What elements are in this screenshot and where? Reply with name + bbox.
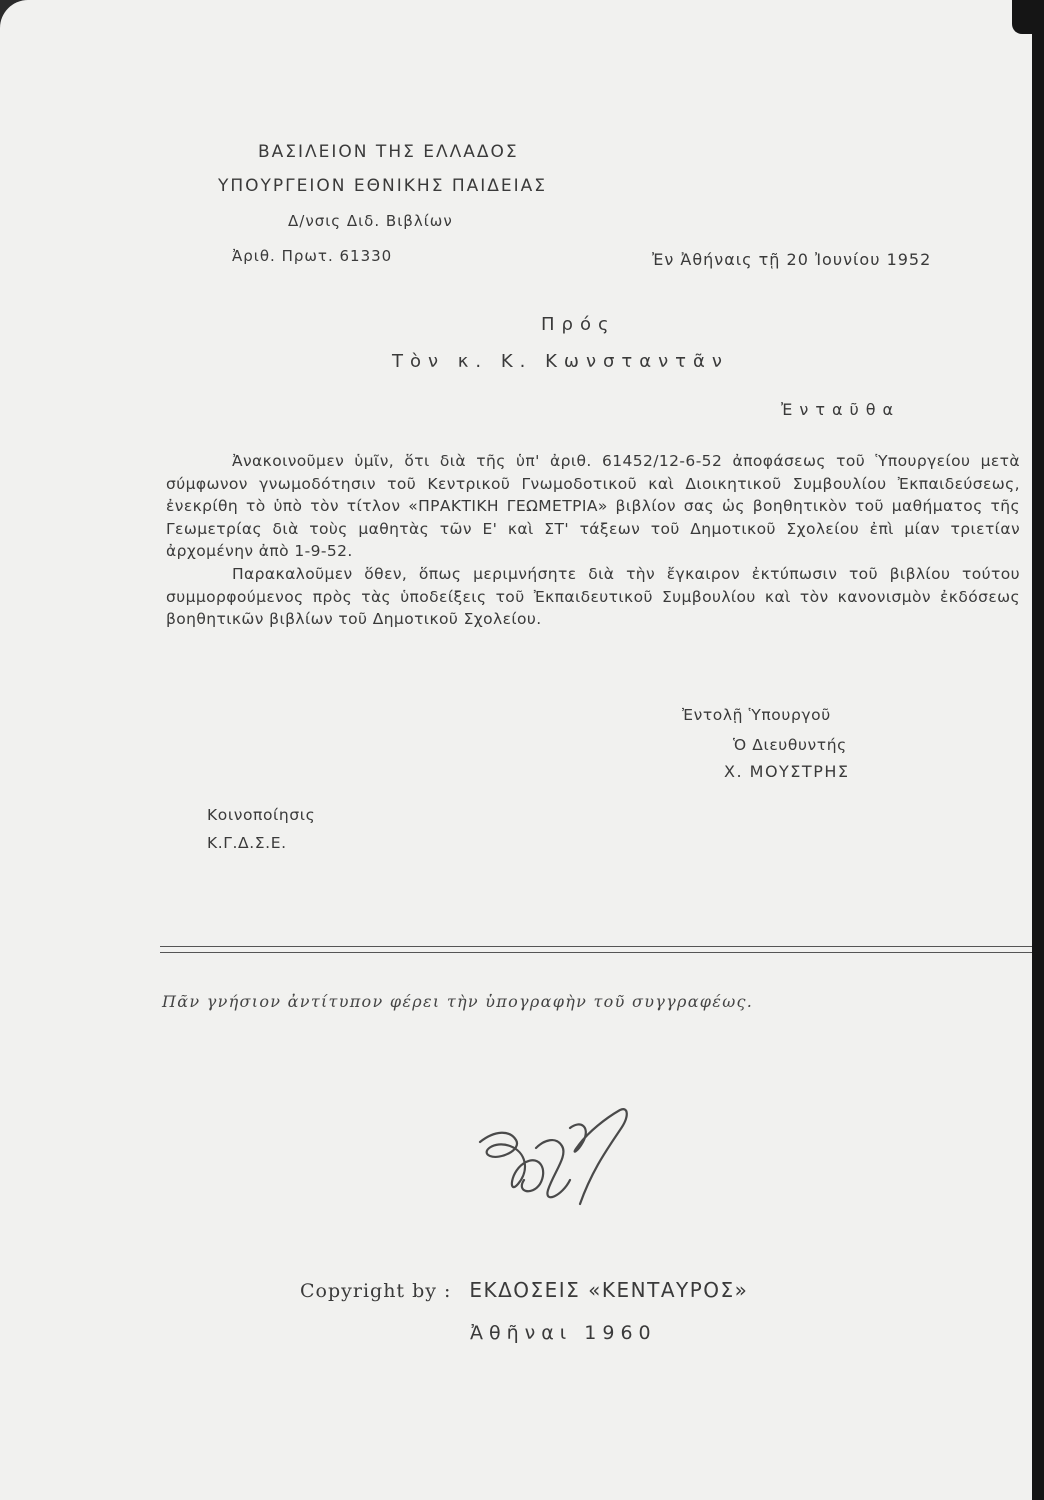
letterhead-directorate: Δ/νσις Διδ. Βιβλίων: [288, 212, 453, 230]
letterhead-kingdom: ΒΑΣΙΛΕΙΟΝ ΤΗΣ ΕΛΛΑΔΟΣ: [258, 142, 519, 162]
protocol-number: Ἀριθ. Πρωτ. 61330: [232, 247, 393, 265]
copyright-line: [300, 1278, 748, 1302]
copyright-prefix: Copyright by :: [300, 1280, 452, 1302]
body-paragraph-1: Ἀνακοινοῦμεν ὑμῖν, ὅτι διὰ τῆς ὑπ' ἀριθ. 61452/12-6-52 ἀποφάσεως τοῦ Ὑπουργείου μετὰ σύμφωνον γνωμοδότησιν τοῦ Κεντρικοῦ Γνωμοδοτικοῦ καὶ Διοικητικοῦ Συμβουλίου Ἐκπαιδεύσεως, ἐνεκρίθη τὸ ὑπὸ τὸν τίτλον «ΠΡΑΚΤΙΚΗ ΓΕΩΜΕΤΡΙΑ» βιβλίον σας ὡς βοηθητικὸν τοῦ μαθήματος τῆς Γεωμετρίας διὰ τοὺς μαθητὰς τῶν Ε' καὶ ΣΤ' τάξεων τοῦ Δημοτικοῦ Σχολείου ἐπὶ μίαν τριετίαν ἀρχομένην ἀπὸ 1-9-52.: [166, 452, 1020, 561]
letter-body: [166, 450, 1020, 631]
closing-signatory: Χ. ΜΟΥΣΤΡΗΣ: [724, 762, 850, 781]
place-date: Ἐν Ἀθήναις τῇ 20 Ἰουνίου 1952: [652, 250, 932, 269]
letterhead-ministry: ΥΠΟΥΡΓΕΙΟΝ ΕΘΝΙΚΗΣ ΠΑΙΔΕΙΑΣ: [218, 176, 548, 196]
closing-role: Ὁ Διευθυντής: [733, 736, 847, 754]
cc-recipient: Κ.Γ.Δ.Σ.Ε.: [207, 834, 287, 852]
authenticity-note: Πᾶν γνήσιον ἀντίτυπον φέρει τὴν ὑπογραφὴν τοῦ συγγραφέως.: [162, 992, 754, 1011]
recipient-location: Ἐνταῦθα: [781, 400, 901, 419]
closing-order: Ἐντολῇ Ὑπουργοῦ: [682, 706, 831, 724]
recipient-to: Πρός: [541, 314, 616, 335]
divider-rule-bottom: [160, 952, 1032, 953]
publisher-name: ΕΚΔΟΣΕΙΣ «ΚΕΝΤΑΥΡΟΣ»: [469, 1278, 749, 1302]
divider-rule-top: [160, 946, 1032, 947]
recipient-name: Τὸν κ. Κ. Κωνσταντᾶν: [392, 351, 729, 372]
cc-label: Κοινοποίησις: [207, 806, 316, 824]
scan-edge-border: [1032, 0, 1044, 1500]
scan-edge-shadow: [1012, 0, 1032, 34]
author-signature: [470, 1100, 670, 1230]
body-paragraph-2: Παρακαλοῦμεν ὅθεν, ὅπως μεριμνήσητε διὰ τὴν ἔγκαιρον ἐκτύπωσιν τοῦ βιβλίου τούτου συμμορφούμενος πρὸς τὰς ὑποδείξεις τοῦ Ἐκπαιδευτικοῦ Συμβουλίου καὶ τὸν κανονισμὸν ἐκδόσεως βοηθητικῶν βιβλίων τοῦ Δημοτικοῦ Σχολείου.: [166, 564, 1020, 629]
publication-place-year: Ἀθῆναι 1960: [470, 1322, 657, 1344]
